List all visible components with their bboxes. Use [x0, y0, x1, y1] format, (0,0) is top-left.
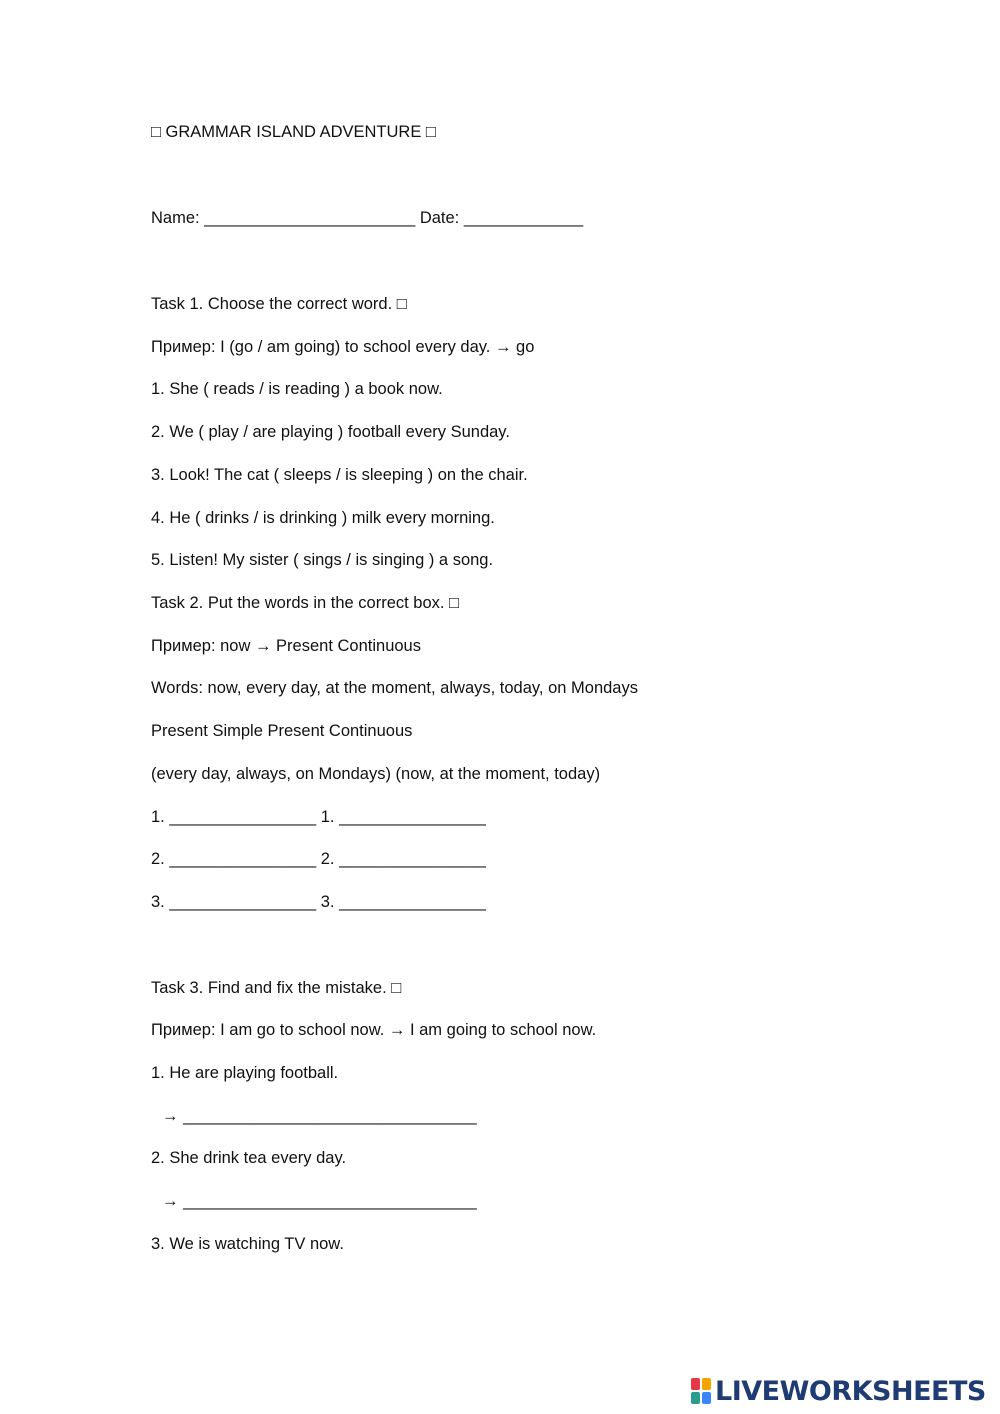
task1-item: 1. She ( reads / is reading ) a book now.: [151, 380, 443, 398]
task2-hints: (every day, always, on Mondays) (now, at the moment, today): [151, 765, 601, 783]
task1-item: 3. Look! The cat ( sleeps / is sleeping ) on the chair.: [151, 466, 528, 484]
name-date-line: Name: _______________________ Date: _____________: [151, 209, 584, 227]
task1-item: 2. We ( play / are playing ) football every Sunday.: [151, 423, 510, 441]
task3-answer-line[interactable]: → ________________________________: [162, 1192, 477, 1210]
liveworksheets-logo-icon: [691, 1378, 711, 1404]
task3-item: 3. We is watching TV now.: [151, 1235, 344, 1253]
liveworksheets-brand-text: LIVEWORKSHEETS: [715, 1375, 986, 1407]
task1-item: 4. He ( drinks / is drinking ) milk every morning.: [151, 509, 495, 527]
task3-item: 2. She drink tea every day.: [151, 1149, 347, 1167]
task3-answer-line[interactable]: → ________________________________: [162, 1107, 477, 1125]
worksheet-title: □ GRAMMAR ISLAND ADVENTURE □: [151, 123, 436, 141]
task2-blank-row[interactable]: 2. ________________ 2. ________________: [151, 850, 486, 868]
task1-heading: Task 1. Choose the correct word. □: [151, 295, 407, 313]
task1-item: 5. Listen! My sister ( sings / is singing ) a song.: [151, 551, 494, 569]
task2-columns: Present Simple Present Continuous: [151, 722, 413, 740]
task2-blank-row[interactable]: 1. ________________ 1. ________________: [151, 808, 486, 826]
task3-item: 1. He are playing football.: [151, 1064, 339, 1082]
task1-example: Пример: I (go / am going) to school every day. → go: [151, 338, 535, 356]
liveworksheets-logo: [691, 1374, 986, 1408]
task2-example: Пример: now → Present Continuous: [151, 637, 421, 655]
task2-heading: Task 2. Put the words in the correct box. □: [151, 594, 460, 612]
task2-blank-row[interactable]: 3. ________________ 3. ________________: [151, 893, 486, 911]
task3-example: Пример: I am go to school now. → I am going to school now.: [151, 1021, 597, 1039]
task3-heading: Task 3. Find and fix the mistake. □: [151, 979, 402, 997]
task2-words: Words: now, every day, at the moment, always, today, on Mondays: [151, 679, 638, 697]
